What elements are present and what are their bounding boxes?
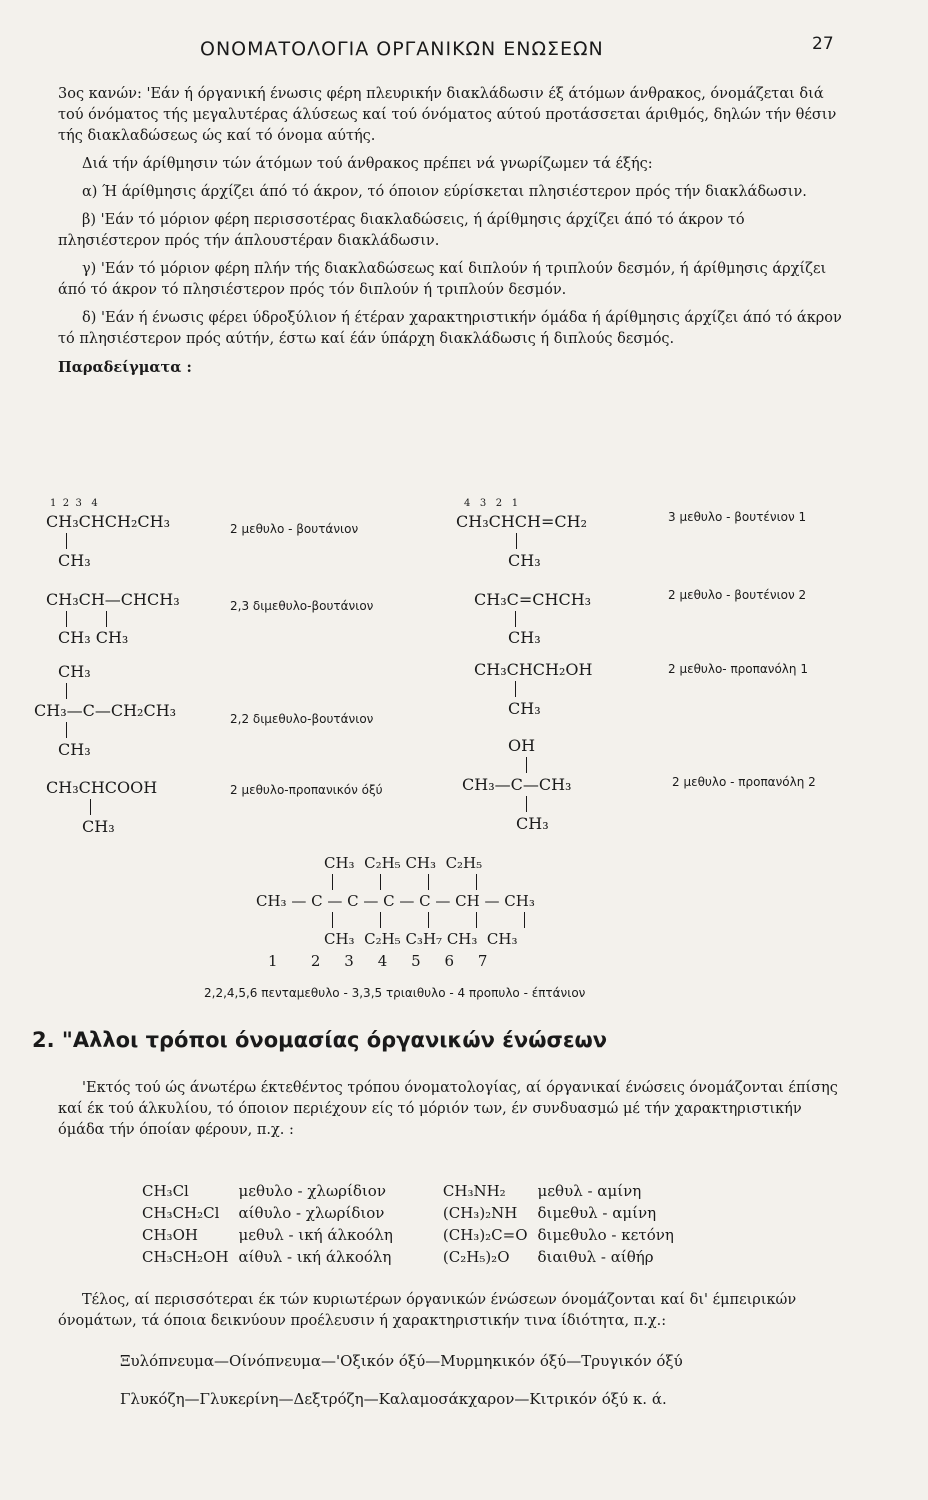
big-bond-1 bbox=[332, 874, 333, 890]
table-cell: αίθυλο - χλωρίδιον bbox=[238, 1204, 385, 1222]
e3-bond-bottom bbox=[66, 722, 67, 738]
e7-name: 2 μεθυλο- προπανόλη 1 bbox=[668, 662, 808, 676]
e6-branch: CH₃ bbox=[508, 628, 541, 647]
rule-c: γ) 'Εάν τό μόριον φέρη πλήν τής διακλαδώσεως καί διπλούν ή τριπλούν δεσμόν, ή άρίθμησις άρχίζει άπό τό άκρον τό πλησιέστερον πρός τόν διπλούν ή τριπλούν δεσμόν. bbox=[58, 261, 827, 299]
e4-branch: CH₃ bbox=[82, 817, 115, 836]
e6-name: 2 μεθυλο - βουτένιον 2 bbox=[668, 588, 807, 602]
e4-bond bbox=[90, 799, 91, 815]
page-number: 27 bbox=[812, 34, 834, 54]
rule-b: β) 'Εάν τό μόριον φέρη περισσοτέρας διακλαδώσεις, ή άρίθμησις άρχίζει άπό τό άκρον τό πλησιέστερον πρός τήν άπλουστέραν διακλάδωσιν. bbox=[58, 212, 745, 250]
e2-branch: CH₃ CH₃ bbox=[58, 628, 129, 647]
big-bond-6 bbox=[380, 912, 381, 928]
table-cell: CH₃NH₂ bbox=[442, 1182, 506, 1200]
big-bond-2 bbox=[380, 874, 381, 890]
table-cell: CH₃CH₂Cl bbox=[142, 1204, 220, 1222]
big-numbers: 1 2 3 4 5 6 7 bbox=[268, 952, 488, 970]
table-cell: μεθυλ - ική άλκοόλη bbox=[238, 1226, 393, 1244]
table-cell: διαιθυλ - αίθήρ bbox=[537, 1248, 654, 1266]
e7-formula: CH₃CHCH₂OH bbox=[474, 660, 593, 679]
e3-formula: CH₃—C—CH₂CH₃ bbox=[34, 701, 177, 720]
table-cell: (C₂H₅)₂O bbox=[442, 1248, 510, 1266]
e5-branch: CH₃ bbox=[508, 551, 541, 570]
table-cell: διμεθυλο - κετόνη bbox=[537, 1226, 674, 1244]
e8-top: OH bbox=[508, 736, 536, 755]
big-bond-5 bbox=[332, 912, 333, 928]
running-header: ΟΝΟΜΑΤΟΛΟΓΙΑ ΟΡΓΑΝΙΚΩΝ ΕΝΩΣΕΩΝ bbox=[200, 38, 604, 60]
e1-name: 2 μεθυλο - βουτάνιον bbox=[230, 522, 359, 536]
e7-branch: CH₃ bbox=[508, 699, 541, 718]
e1-formula: CH₃CHCH₂CH₃ bbox=[46, 512, 171, 531]
table-row bbox=[142, 1246, 684, 1268]
closing-para: Τέλος, αί περισσότεραι έκ τών κυριωτέρων όργανικών ένώσεων όνομάζονται καί δι' έμπειρικών όνομάτων, τά όποια δεικνύουν προέλευσιν ή χαρακτηριστικήν τινα ίδιότητα, π.χ.: bbox=[58, 1292, 797, 1330]
examples-heading: Παραδείγματα : bbox=[58, 359, 192, 377]
big-formula: CH₃ — C — C — C — C — CH — CH₃ bbox=[256, 892, 535, 910]
table-cell: CH₃OH bbox=[142, 1226, 198, 1244]
closing-block bbox=[58, 1290, 848, 1339]
section-2-body bbox=[58, 1078, 848, 1148]
section-2-title: 2. "Αλλοι τρόποι όνομασίας όργανικών ένώσεων bbox=[32, 1028, 608, 1052]
big-bond-7 bbox=[428, 912, 429, 928]
e2-bond-1 bbox=[66, 611, 67, 627]
e8-bond-bottom bbox=[526, 796, 527, 812]
table-cell: CH₃CH₂OH bbox=[142, 1248, 229, 1266]
table-cell: CH₃Cl bbox=[142, 1182, 189, 1200]
e4-formula: CH₃CHCOOH bbox=[46, 778, 158, 797]
table-cell: (CH₃)₂NH bbox=[442, 1204, 518, 1222]
e8-bottom: CH₃ bbox=[516, 814, 549, 833]
table-cell: αίθυλ - ική άλκοόλη bbox=[238, 1248, 392, 1266]
e8-formula: CH₃—C—CH₃ bbox=[462, 775, 572, 794]
empirical-names-2: Γλυκόζη—Γλυκερίνη—Δεξτρόζη—Καλαμοσάκχαρον—Κιτρικόν όξύ κ. ά. bbox=[120, 1390, 667, 1408]
e3-bond-top bbox=[66, 683, 67, 699]
empirical-names-1: Ξυλόπνευμα—Οίνόπνευμα—'Οξικόν όξύ—Μυρμηκικόν όξύ—Τρυγικόν όξύ bbox=[120, 1352, 683, 1370]
big-top: CH₃ C₂H₅ CH₃ C₂H₅ bbox=[324, 854, 483, 872]
rule-a: α) Ή άρίθμησις άρχίζει άπό τό άκρον, τό όποιον εύρίσκεται πλησιέστερον πρός τήν διακλάδωσιν. bbox=[82, 184, 807, 201]
table-cell: διμεθυλ - αμίνη bbox=[537, 1204, 657, 1222]
e3-name: 2,2 διμεθυλο-βουτάνιον bbox=[230, 712, 374, 726]
rule-3: 3ος κανών: 'Εάν ή όργανική ένωσις φέρη πλευρικήν διακλάδωσιν έξ άτόμων άνθρακος, όνομάζεται διά τού όνόματος τής μεγαλυτέρας άλύσεως καί τού όνόματος αύτού προτάσσεται άριθμός, δηλών τήν θέσιν τής διακλαδώσεως ώς καί τό όνομα αύτής. bbox=[58, 86, 837, 145]
e6-bond bbox=[515, 611, 516, 627]
big-bond-8 bbox=[476, 912, 477, 928]
e5-numbers: 4 3 2 1 bbox=[464, 498, 519, 509]
big-bond-4 bbox=[476, 874, 477, 890]
e3-top: CH₃ bbox=[58, 662, 91, 681]
e1-branch: CH₃ bbox=[58, 551, 91, 570]
table-cell: (CH₃)₂C=O bbox=[442, 1226, 528, 1244]
table-cell: μεθυλ - αμίνη bbox=[537, 1182, 642, 1200]
big-bond-9 bbox=[524, 912, 525, 928]
e3-bottom: CH₃ bbox=[58, 740, 91, 759]
table-row bbox=[142, 1202, 684, 1224]
table-row bbox=[142, 1224, 684, 1246]
rule-d: δ) 'Εάν ή ένωσις φέρει ύδροξύλιον ή έτέραν χαρακτηριστικήν όμάδα ή άρίθμησις άρχίζει άπό τό άκρον τό πλησιέστερον πρός αύτήν, έστω καί έάν ύπάρχη διακλάδωσις ή διπλούς δεσμός. bbox=[58, 310, 842, 348]
e4-name: 2 μεθυλο-προπανικόν όξύ bbox=[230, 783, 383, 797]
table-row bbox=[142, 1180, 684, 1202]
e5-formula: CH₃CHCH=CH₂ bbox=[456, 512, 588, 531]
e8-name: 2 μεθυλο - προπανόλη 2 bbox=[672, 775, 816, 789]
big-bond-3 bbox=[428, 874, 429, 890]
e1-numbers: 1 2 3 4 bbox=[50, 498, 98, 509]
big-bottom: CH₃ C₂H₅ C₃H₇ CH₃ CH₃ bbox=[324, 930, 518, 948]
compound-table bbox=[142, 1180, 684, 1268]
e6-formula: CH₃C=CHCH₃ bbox=[474, 590, 592, 609]
e5-name: 3 μεθυλο - βουτένιον 1 bbox=[668, 510, 807, 524]
big-name: 2,2,4,5,6 πενταμεθυλο - 3,3,5 τριαιθυλο - 4 προπυλο - έπτάνιον bbox=[204, 986, 586, 1000]
e2-bond-2 bbox=[106, 611, 107, 627]
section-2-para: 'Εκτός τού ώς άνωτέρω έκτεθέντος τρόπου όνοματολογίας, αί όργανικαί ένώσεις όνομάζονται έπίσης καί έκ τού άλκυλίου, τό όποιον περιέχουν είς τό μόριόν των, έν συνδυασμώ μέ τήν χαρακτηριστικήν όμάδα τήν όποίαν φέρουν, π.χ. : bbox=[58, 1080, 838, 1139]
counting-intro: Διά τήν άρίθμησιν τών άτόμων τού άνθρακος πρέπει νά γνωρίζωμεν τά έξής: bbox=[82, 156, 653, 173]
e8-bond-top bbox=[526, 757, 527, 773]
intro-block bbox=[58, 84, 848, 385]
e1-bond bbox=[66, 533, 67, 549]
table-cell: μεθυλο - χλωρίδιον bbox=[238, 1182, 386, 1200]
e5-bond bbox=[516, 533, 517, 549]
e7-bond bbox=[515, 681, 516, 697]
e2-formula: CH₃CH—CHCH₃ bbox=[46, 590, 180, 609]
e2-name: 2,3 διμεθυλο-βουτάνιον bbox=[230, 599, 374, 613]
